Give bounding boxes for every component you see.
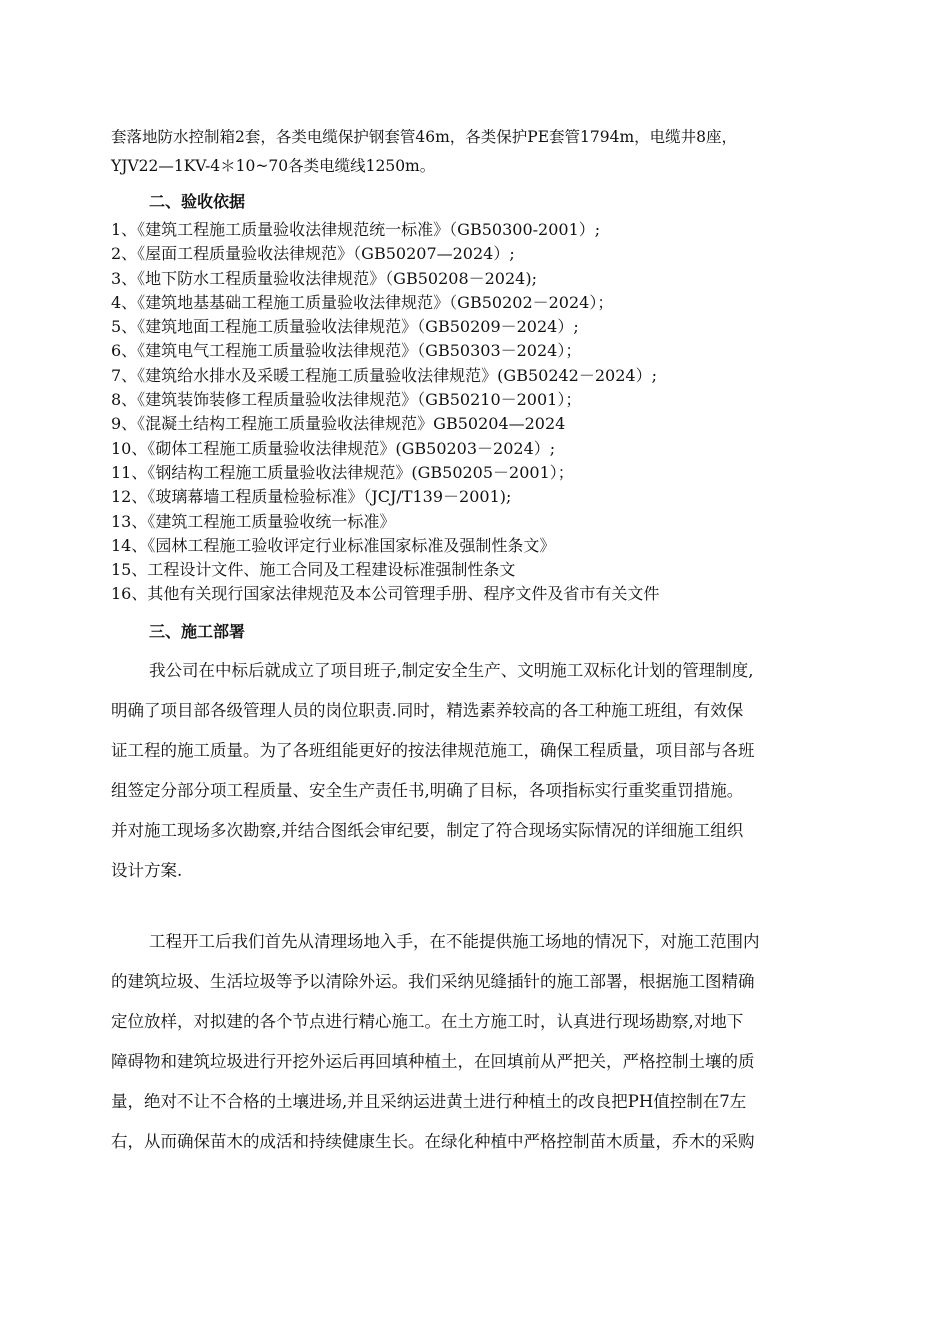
intro-line: 套落地防水控制箱2套，各类电缆保护钢套管46m，各类保护PE套管1794m，电缆井8座， bbox=[111, 128, 738, 146]
paragraph-line: 的建筑垃圾、生活垃圾等予以清除外运。我们采纳见缝插针的施工部署，根据施工图精确 bbox=[111, 972, 755, 991]
list-item: 1、《建筑工程施工质量验收法律规范统一标准》（GB50300-2001）; bbox=[111, 220, 601, 239]
list-item: 12、《玻璃幕墙工程质量检验标准》（JCJ/T139－2001); bbox=[111, 487, 512, 507]
paragraph-line: 定位放样，对拟建的各个节点进行精心施工。在土方施工时，认真进行现场勘察,对地下 bbox=[111, 1012, 744, 1031]
list-item: 10、《砌体工程施工质量验收法律规范》(GB50203－2024）; bbox=[111, 438, 556, 458]
paragraph-line: 组签定分部分项工程质量、安全生产责任书,明确了目标，各项指标实行重奖重罚措施。 bbox=[111, 781, 744, 800]
paragraph-line: 证工程的施工质量。为了各班组能更好的按法律规范施工，确保工程质量，项目部与各班 bbox=[111, 741, 755, 760]
section-3-heading: 三、施工部署 bbox=[149, 622, 246, 641]
acceptance-basis-list bbox=[111, 218, 911, 607]
list-item: 14、《园林工程施工验收评定行业标准国家标准及强制性条文》 bbox=[111, 535, 556, 555]
list-item: 9、《混凝土结构工程施工质量验收法律规范》GB50204—2024 bbox=[111, 414, 566, 434]
list-item: 8、《建筑装饰装修工程质量验收法律规范》（GB50210－2001）； bbox=[111, 390, 582, 410]
paragraph-line: 右，从而确保苗木的成活和持续健康生长。在绿化种植中严格控制苗木质量，乔木的采购 bbox=[111, 1132, 755, 1151]
list-item: 3、《地下防水工程质量验收法律规范》（GB50208－2024); bbox=[111, 268, 537, 288]
list-item: 7、《建筑给水排水及采暖工程施工质量验收法律规范》(GB50242－2024）; bbox=[111, 365, 657, 385]
paragraph-line: 障碍物和建筑垃圾进行开挖外运后再回填种植土，在回填前从严把关，严格控制土壤的质 bbox=[111, 1052, 755, 1071]
paragraph-1 bbox=[111, 651, 861, 891]
paragraph-line: 设计方案. bbox=[111, 861, 183, 880]
intro-text bbox=[111, 123, 891, 181]
paragraph-2 bbox=[111, 922, 861, 1162]
paragraph-line: 明确了项目部各级管理人员的岗位职责.同时，精选素养较高的各工种施工班组，有效保 bbox=[111, 701, 744, 720]
list-item: 15、工程设计文件、施工合同及工程建设标准强制性条文 bbox=[111, 560, 516, 580]
list-item: 16、其他有关现行国家法律规范及本公司管理手册、程序文件及省市有关文件 bbox=[111, 584, 660, 604]
list-item: 6、《建筑电气工程施工质量验收法律规范》（GB50303－2024）； bbox=[111, 341, 582, 361]
paragraph-line: 我公司在中标后就成立了项目班子,制定安全生产、文明施工双标化计划的管理制度, bbox=[149, 661, 754, 680]
paragraph-line: 量，绝对不让不合格的土壤进场,并且采纳运进黄土进行种植土的改良把PH值控制在7左 bbox=[111, 1092, 747, 1111]
intro-line: YJV22—1KV-4＊10~70各类电缆线1250m。 bbox=[111, 157, 436, 175]
paragraph-line: 工程开工后我们首先从清理场地入手，在不能提供施工场地的情况下，对施工范围内 bbox=[149, 932, 760, 951]
list-item: 2、《屋面工程质量验收法律规范》（GB50207—2024）; bbox=[111, 244, 515, 264]
paragraph-line: 并对施工现场多次勘察,并结合图纸会审纪要，制定了符合现场实际情况的详细施工组织 bbox=[111, 821, 744, 840]
section-2-heading: 二、验收依据 bbox=[149, 192, 246, 211]
list-item: 5、《建筑地面工程施工质量验收法律规范》（GB50209－2024）; bbox=[111, 317, 579, 337]
list-item: 4、《建筑地基基础工程施工质量验收法律规范》（GB50202－2024）； bbox=[111, 292, 614, 312]
list-item: 11、《钢结构工程施工质量验收法律规范》(GB50205－2001）； bbox=[111, 462, 574, 482]
list-item: 13、《建筑工程施工质量验收统一标准》 bbox=[111, 511, 396, 531]
